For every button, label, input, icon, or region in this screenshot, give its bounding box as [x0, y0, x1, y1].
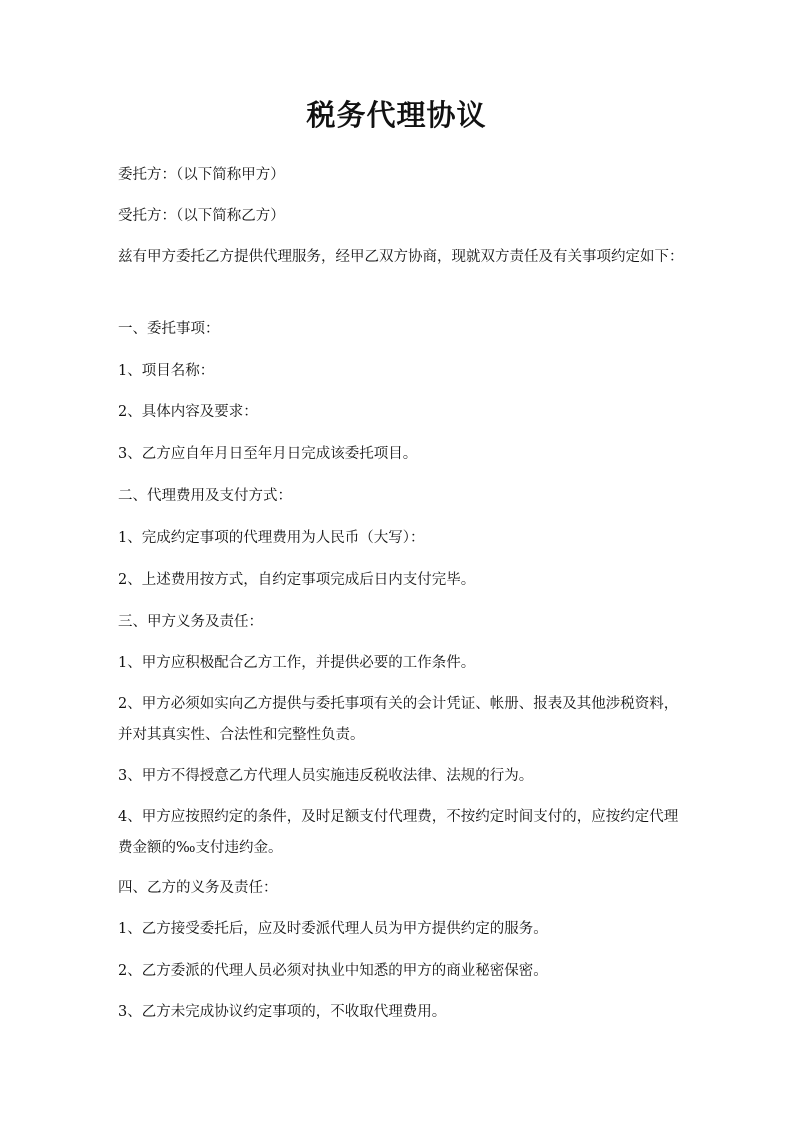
party-b-line: 受托方：（以下简称乙方） [118, 208, 285, 224]
clause: 3、乙方未完成协议约定事项的，不收取代理费用。 [118, 1004, 447, 1020]
clause: 2、乙方委派的代理人员必须对执业中知悉的甲方的商业秘密保密。 [118, 963, 548, 979]
section-heading: 四、乙方的义务及责任： [118, 880, 278, 896]
section-heading: 三、甲方义务及责任： [118, 614, 263, 630]
section-heading: 二、代理费用及支付方式： [118, 488, 292, 504]
clause: 1、甲方应积极配合乙方工作，并提供必要的工作条件。 [118, 655, 476, 671]
clause: 2、上述费用按方式，自约定事项完成后日内支付完毕。 [118, 572, 476, 588]
clause: 4、甲方应按照约定的条件，及时足额支付代理费，不按约定时间支付的，应按约定代理费金额的‰支付违约金。 [118, 809, 679, 856]
clause: 1、完成约定事项的代理费用为人民币（大写）： [118, 530, 425, 546]
clause: 3、乙方应自年月日至年月日完成该委托项目。 [118, 446, 418, 462]
intro-paragraph: 兹有甲方委托乙方提供代理服务，经甲乙双方协商，现就双方责任及有关事项约定如下： [118, 249, 684, 265]
clause: 1、项目名称： [118, 363, 215, 379]
clause: 2、具体内容及要求： [118, 404, 258, 420]
clause: 1、乙方接受委托后，应及时委派代理人员为甲方提供约定的服务。 [118, 921, 548, 937]
party-a-line: 委托方：（以下简称甲方） [118, 167, 285, 183]
clause: 3、甲方不得授意乙方代理人员实施违反税收法律、法规的行为。 [118, 768, 534, 784]
clause: 2、甲方必须如实向乙方提供与委托事项有关的会计凭证、帐册、报表及其他涉税资料，并对其真实性、合法性和完整性负责。 [118, 696, 679, 743]
section-heading: 一、委托事项： [118, 321, 220, 337]
document-title: 税务代理协议 [306, 98, 487, 132]
